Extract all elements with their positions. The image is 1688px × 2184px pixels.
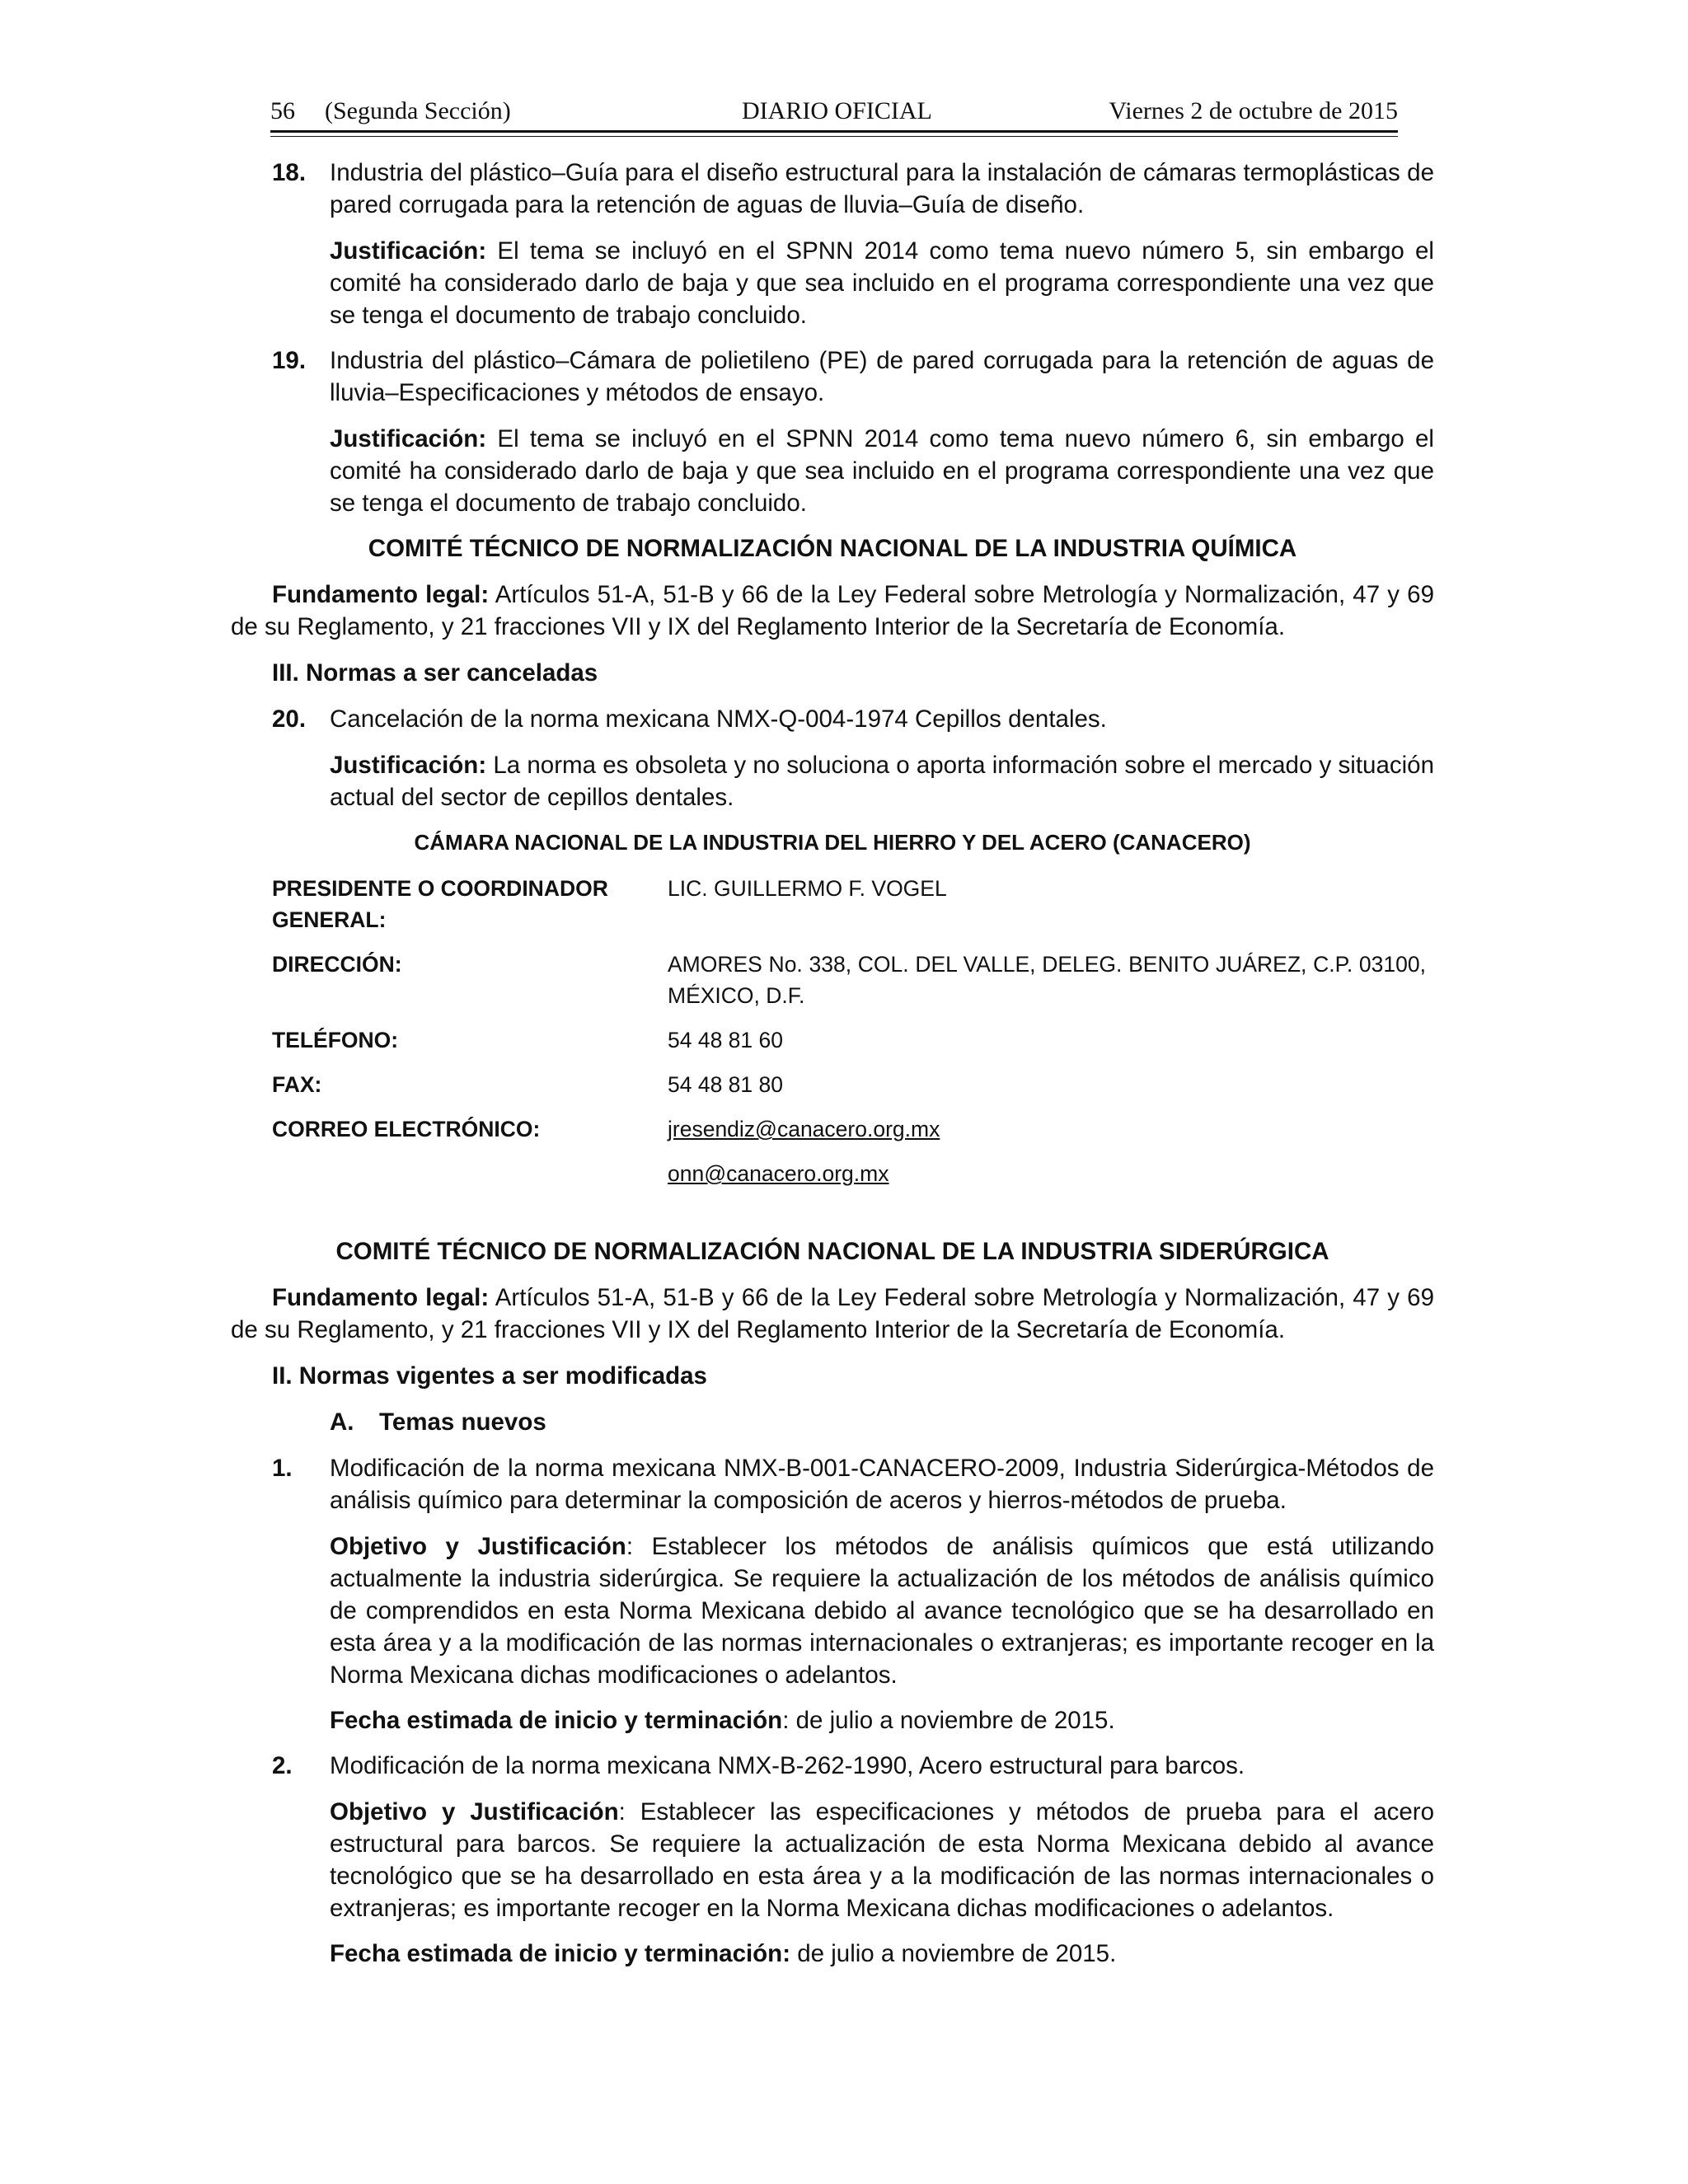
item-number: 20. (272, 705, 307, 733)
subsection-letter: A. (330, 1408, 354, 1436)
dates-label: Fecha estimada de inicio y terminación: (330, 1940, 791, 1967)
subsection-title: Temas nuevos (379, 1408, 546, 1436)
contact-value: AMORES No. 338, COL. DEL VALLE, DELEG. BENITO JUÁREZ, C.P. 03100, MÉXICO, D.F. (668, 952, 1426, 1008)
page-number: 56 (270, 97, 295, 124)
section-heading: III. Normas a ser canceladas (272, 659, 598, 687)
contact-row-email (231, 1113, 1434, 1145)
estimated-dates (231, 1938, 1434, 1970)
item-text: Modificación de la norma mexicana NMX-B-001-CANACERO-2009, Industria Siderúrgica-Métodos de análisis químico para determinar la composición de aceros y hierros-métodos de prueba. (330, 1455, 1434, 1514)
contact-value: 54 48 81 80 (668, 1072, 783, 1097)
justification (231, 235, 1434, 331)
item-text: Modificación de la norma mexicana NMX-B-262-1990, Acero estructural para barcos. (330, 1752, 1245, 1779)
email-link[interactable]: jresendiz@canacero.org.mx (668, 1117, 940, 1141)
list-item (231, 1452, 1434, 1516)
objective-label: Objetivo y Justificación (330, 1798, 619, 1825)
justification (231, 423, 1434, 519)
contact-table (231, 873, 1434, 1189)
justification-label: Justificación: (330, 425, 487, 452)
contact-row-president (231, 873, 1434, 935)
page-content (231, 157, 1434, 1983)
legal-basis (231, 1282, 1434, 1346)
contact-row-address (231, 949, 1434, 1011)
list-item (231, 703, 1434, 735)
item-number: 2. (272, 1752, 293, 1779)
page-header (270, 92, 1398, 134)
contact-row-fax (231, 1069, 1434, 1100)
legal-basis-label: Fundamento legal: (272, 581, 490, 608)
contact-row-phone (231, 1024, 1434, 1056)
objective-text: : Establecer los métodos de análisis químicos que está utilizando actualmente la industria siderúrgica. Se requiere la actualización de los métodos de análisis químico de comprendidos en esta Norma Mexicana debido al avance tecnológico que se ha desarrollado en esta área y a la modificación de las normas internacionales o extranjeras; es importante recoger en la Norma Mexicana dichas modificaciones o adelantos. (330, 1533, 1434, 1689)
objective (231, 1530, 1434, 1691)
justification-text: El tema se incluyó en el SPNN 2014 como tema nuevo número 6, sin embargo el comité ha considerado darlo de baja y que sea incluido en el programa correspondiente una vez que se tenga el documento de trabajo concluido. (330, 425, 1434, 517)
contact-value: 54 48 81 60 (668, 1028, 783, 1052)
section-heading: II. Normas vigentes a ser modificadas (272, 1362, 707, 1390)
committee-heading-siderurgica: COMITÉ TÉCNICO DE NORMALIZACIÓN NACIONAL DE LA INDUSTRIA SIDERÚRGICA (335, 1238, 1329, 1265)
contact-label: FAX: (272, 1072, 322, 1097)
item-number: 18. (272, 159, 307, 186)
list-item (231, 1750, 1434, 1782)
contact-row-email-2 (231, 1158, 1434, 1189)
contact-label: CORREO ELECTRÓNICO: (272, 1117, 541, 1141)
dates-label: Fecha estimada de inicio y terminación (330, 1707, 783, 1734)
list-item (231, 344, 1434, 409)
item-text: Cancelación de la norma mexicana NMX-Q-004-1974 Cepillos dentales. (330, 705, 1107, 733)
justification-text: La norma es obsoleta y no soluciona o aporta información sobre el mercado y situación actual del sector de cepillos dentales. (330, 752, 1434, 811)
committee-heading-quimica: COMITÉ TÉCNICO DE NORMALIZACIÓN NACIONAL DE LA INDUSTRIA QUÍMICA (368, 535, 1297, 562)
justification-text: El tema se incluyó en el SPNN 2014 como tema nuevo número 5, sin embargo el comité ha considerado darlo de baja y que sea incluido en el programa correspondiente una vez que se tenga el documento de trabajo concluido. (330, 237, 1434, 329)
publication-date: Viernes 2 de octubre de 2015 (1109, 97, 1398, 124)
legal-basis-text: Artículos 51-A, 51-B y 66 de la Ley Federal sobre Metrología y Normalización, 47 y 69 de su Reglamento, y 21 fracciones VII y IX del Reglamento Interior de la Secretaría de Economía. (231, 1284, 1435, 1343)
objective (231, 1796, 1434, 1924)
contact-label: PRESIDENTE O COORDINADOR GENERAL: (272, 876, 608, 932)
legal-basis-text: Artículos 51-A, 51-B y 66 de la Ley Federal sobre Metrología y Normalización, 47 y 69 de su Reglamento, y 21 fracciones VII y IX del Reglamento Interior de la Secretaría de Economía. (231, 581, 1435, 640)
justification (231, 749, 1434, 813)
item-number: 19. (272, 347, 307, 374)
item-text: Industria del plástico–Cámara de polietileno (PE) de pared corrugada para la retención de aguas de lluvia–Especificaciones y métodos de ensayo. (330, 347, 1434, 406)
section-label: (Segunda Sección) (325, 97, 511, 124)
objective-text: : Establecer las especificaciones y métodos de prueba para el acero estructural para barcos. Se requiere la actualización de esta Norma Mexicana debido al avance tecnológico que se ha desarrollado en esta área y a la modificación de las normas internacionales o extranjeras; es importante recoger en la Norma Mexicana dichas modificaciones o adelantos. (330, 1798, 1434, 1922)
item-number: 1. (272, 1455, 293, 1482)
header-rule-thin (270, 136, 1398, 137)
contact-label: TELÉFONO: (272, 1028, 399, 1052)
publication-title: DIARIO OFICIAL (742, 97, 932, 124)
justification-label: Justificación: (330, 752, 487, 779)
list-item (231, 157, 1434, 221)
legal-basis-label: Fundamento legal: (272, 1284, 490, 1311)
header-rule-thick (270, 130, 1398, 133)
estimated-dates (231, 1704, 1434, 1736)
dates-text: de julio a noviembre de 2015. (790, 1940, 1117, 1967)
contact-value: LIC. GUILLERMO F. VOGEL (668, 876, 947, 901)
contact-label: DIRECCIÓN: (272, 952, 402, 977)
objective-label: Objetivo y Justificación (330, 1533, 626, 1560)
justification-label: Justificación: (330, 237, 487, 265)
email-link[interactable]: onn@canacero.org.mx (668, 1161, 889, 1186)
subsection-heading (231, 1406, 1434, 1438)
chamber-heading: CÁMARA NACIONAL DE LA INDUSTRIA DEL HIERRO Y DEL ACERO (CANACERO) (414, 830, 1251, 855)
legal-basis (231, 579, 1434, 643)
item-text: Industria del plástico–Guía para el diseño estructural para la instalación de cámaras termoplásticas de pared corrugada para la retención de aguas de lluvia–Guía de diseño. (330, 159, 1434, 218)
dates-text: : de julio a noviembre de 2015. (782, 1707, 1115, 1734)
